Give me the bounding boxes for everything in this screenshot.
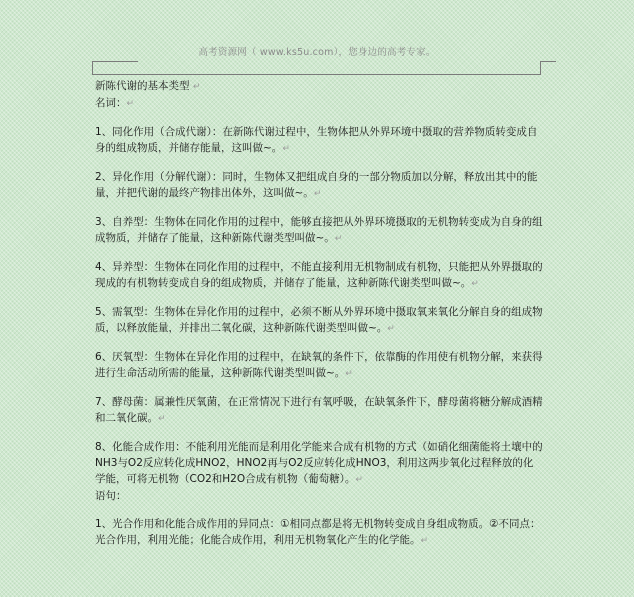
header-rule-left [92, 61, 138, 62]
paragraph-2: 2、异化作用（分解代谢）：同时，生物体又把组成自身的一部分物质加以分解，释放出其中的能量，并把代谢的最终产物排出体外，这叫做~。↵ [95, 171, 538, 199]
page-corner-left [92, 61, 93, 75]
sentence-1: 1、光合作用和化能合成作用的异同点：①相同点都是将无机物转变成自身组成物质。②不同点：光合作用，利用光能；化能合成作用，利用无机物氧化产生的化学能。↵ [95, 518, 541, 546]
paragraph-4: 4、异养型：生物体在同化作用的过程中，不能直接利用无机物制成有机物，只能把从外界摄取的现成的有机物转变成自身的组成物质，并储存了能量，这种新陈代谢类型叫做~。↵ [95, 261, 543, 289]
paragraph-3: 3、自养型：生物体在同化作用的过程中，能够直接把从外界环境摄取的无机物转变成为自身的组成物质，并储存了能量，这种新陈代谢类型叫做~。↵ [95, 216, 543, 244]
paragraph-1: 1、同化作用（合成代谢）：在新陈代谢过程中，生物体把从外界环境中摄取的营养物质转变成自身的组成物质，并储存能量，这叫做~。↵ [95, 126, 538, 154]
page-corner-right [540, 61, 541, 75]
document-title: 新陈代谢的基本类型 ↵ [95, 80, 201, 92]
section-heading-sentences: 语句： [95, 490, 127, 502]
header-rule-right [540, 61, 556, 62]
header-text: 高考资源网（ www.ks5u.com），您身边的高考专家。 [198, 47, 436, 58]
header-rule-main [92, 74, 540, 75]
document-body [95, 78, 543, 549]
paragraph-7: 7、酵母菌：属兼性厌氧菌，在正常情况下进行有氧呼吸，在缺氧条件下，酵母菌将糖分解成酒精和二氧化碳。↵ [95, 396, 543, 424]
paragraph-5: 5、需氧型：生物体在异化作用的过程中，必须不断从外界环境中摄取氧来氧化分解自身的组成物质，以释放能量，并排出二氧化碳，这种新陈代谢类型叫做~。↵ [95, 306, 543, 334]
section-heading-nouns: 名词：↵ [95, 97, 135, 109]
paragraph-8: 8、化能合成作用：不能利用光能而是利用化学能来合成有机物的方式（如硝化细菌能将土壤中的NH3与O2反应转化成HNO2，HNO2再与O2反应转化成HNO3，利用这两步氧化过程释放的化学能，可将无机物（CO2和H2O合成有机物（葡萄糖）。↵ [95, 441, 543, 485]
paragraph-6: 6、厌氧型：生物体在异化作用的过程中，在缺氧的条件下，依靠酶的作用使有机物分解，来获得进行生命活动所需的能量，这种新陈代谢类型叫做~。↵ [95, 351, 543, 379]
